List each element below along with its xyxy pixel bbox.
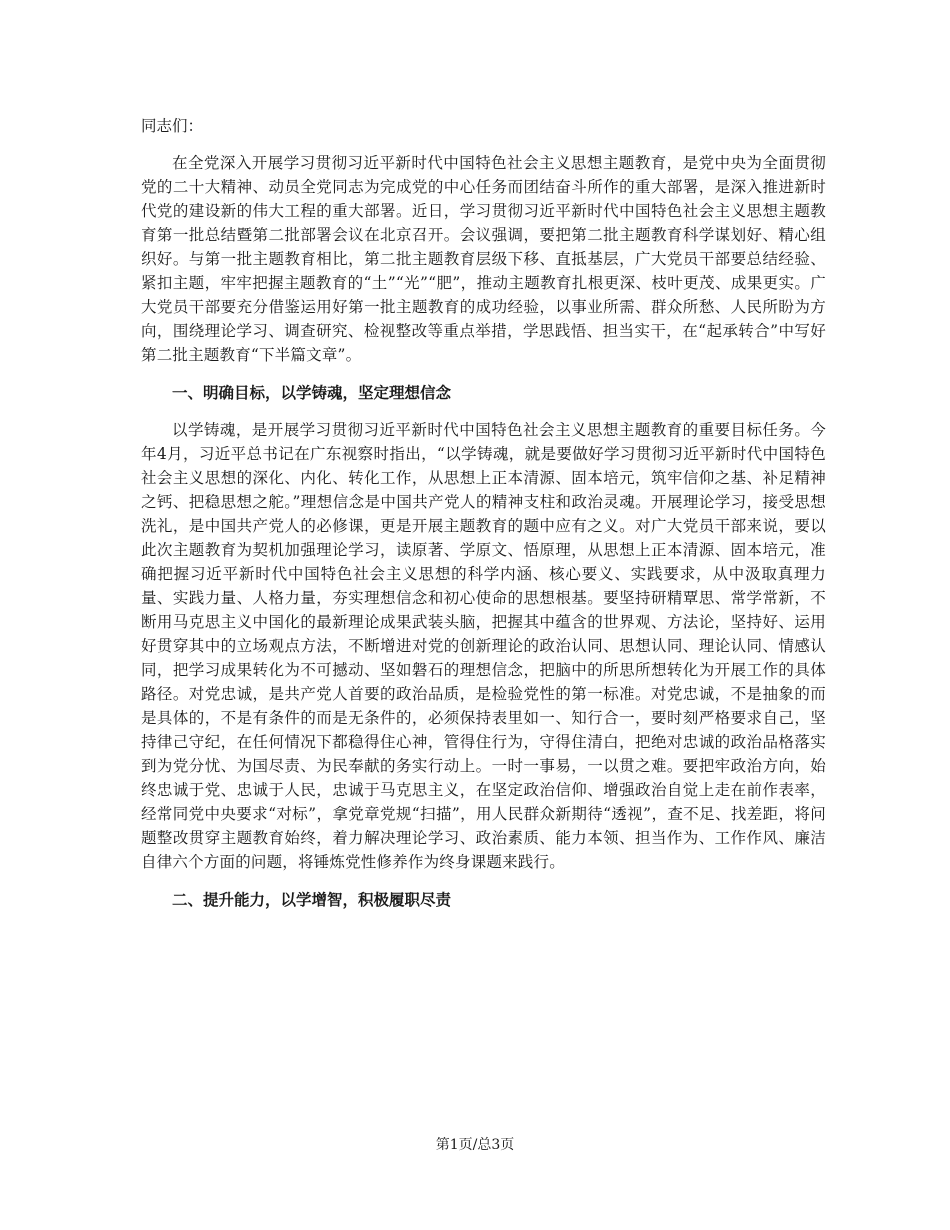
section-heading-1: 一、明确目标，以学铸魂，坚定理想信念 bbox=[172, 383, 452, 402]
section-heading-2: 二、提升能力，以学增智，积极履职尽责 bbox=[172, 890, 452, 909]
intro-paragraph: 在全党深入开展学习贯彻习近平新时代中国特色社会主义思想主题教育，是党中央为全面贯彻党的二十大精神、动员全党同志为完成党的中心任务而团结奋斗所作的重大部署，是深入推进新时代党的建设新的伟大工程的重大部署。近日，学习贯彻习近平新时代中国特色社会主义思想主题教育第一批总结暨第二批部署会议在北京召开。会议强调，要把第二批主题教育科学谋划好、精心组织好。与第一批主题教育相比，第二批主题教育层级下移、直抵基层，广大党员干部要总结经验、紧扣主题，牢牢把握主题教育的“土”“光”“肥”，推动主题教育扎根更深、枝叶更茂、成果更实。广大党员干部要充分借鉴运用好第一批主题教育的成功经验，以事业所需、群众所愁、人民所盼为方向，围绕理论学习、调查研究、检视整改等重点举措，学思践悟、担当实干，在“起承转合”中写好第二批主题教育“下半篇文章”。 bbox=[141, 154, 826, 364]
document-body bbox=[141, 114, 826, 925]
page-footer: 第1页/总3页 bbox=[435, 1137, 515, 1153]
salutation: 同志们： bbox=[141, 117, 204, 135]
section-1-paragraph: 以学铸魂，是开展学习贯彻习近平新时代中国特色社会主义思想主题教育的重要目标任务。今年4月，习近平总书记在广东视察时指出，“以学铸魂，就是要做好学习贯彻习近平新时代中国特色社会主义思想的深化、内化、转化工作，从思想上正本清源、固本培元，筑牢信仰之基、补足精神之钙、把稳思想之舵。”理想信念是中国共产党人的精神支柱和政治灵魂。开展理论学习，接受思想洗礼，是中国共产党人的必修课，更是开展主题教育的题中应有之义。对广大党员干部来说，要以此次主题教育为契机加强理论学习，读原著、学原文、悟原理，从思想上正本清源、固本培元，准确把握习近平新时代中国特色社会主义思想的科学内涵、核心要义、实践要求，从中汲取真理力量、实践力量、人格力量，夯实理想信念和初心使命的思想根基。要坚持研精覃思、常学常新，不断用马克思主义中国化的最新理论成果武装头脑，把握其中蕴含的世界观、方法论，坚持好、运用好贯穿其中的立场观点方法，不断增进对党的创新理论的政治认同、思想认同、理论认同、情感认同，把学习成果转化为不可撼动、坚如磐石的理想信念，把脑中的所思所想转化为开展工作的具体路径。对党忠诚，是共产党人首要的政治品质，是检验党性的第一标准。对党忠诚，不是抽象的而是具体的，不是有条件的而是无条件的，必须保持表里如一、知行合一，要时刻严格要求自己，坚持律己守纪，在任何情况下都稳得住心神，管得住行为，守得住清白，把绝对忠诚的政治品格落实到为党分忧、为国尽责、为民奉献的务实行动上。一时一事易，一以贯之难。要把牢政治方向，始终忠诚于党、忠诚于人民，忠诚于马克思主义，在坚定政治信仰、增强政治自觉上走在前作表率，经常同党中央要求“对标”，拿党章党规“扫描”，用人民群众新期待“透视”，查不足、找差距，将问题整改贯穿主题教育始终，着力解决理论学习、政治素质、能力本领、担当作为、工作作风、廉洁自律六个方面的问题，将锤炼党性修养作为终身课题来践行。 bbox=[141, 421, 826, 871]
